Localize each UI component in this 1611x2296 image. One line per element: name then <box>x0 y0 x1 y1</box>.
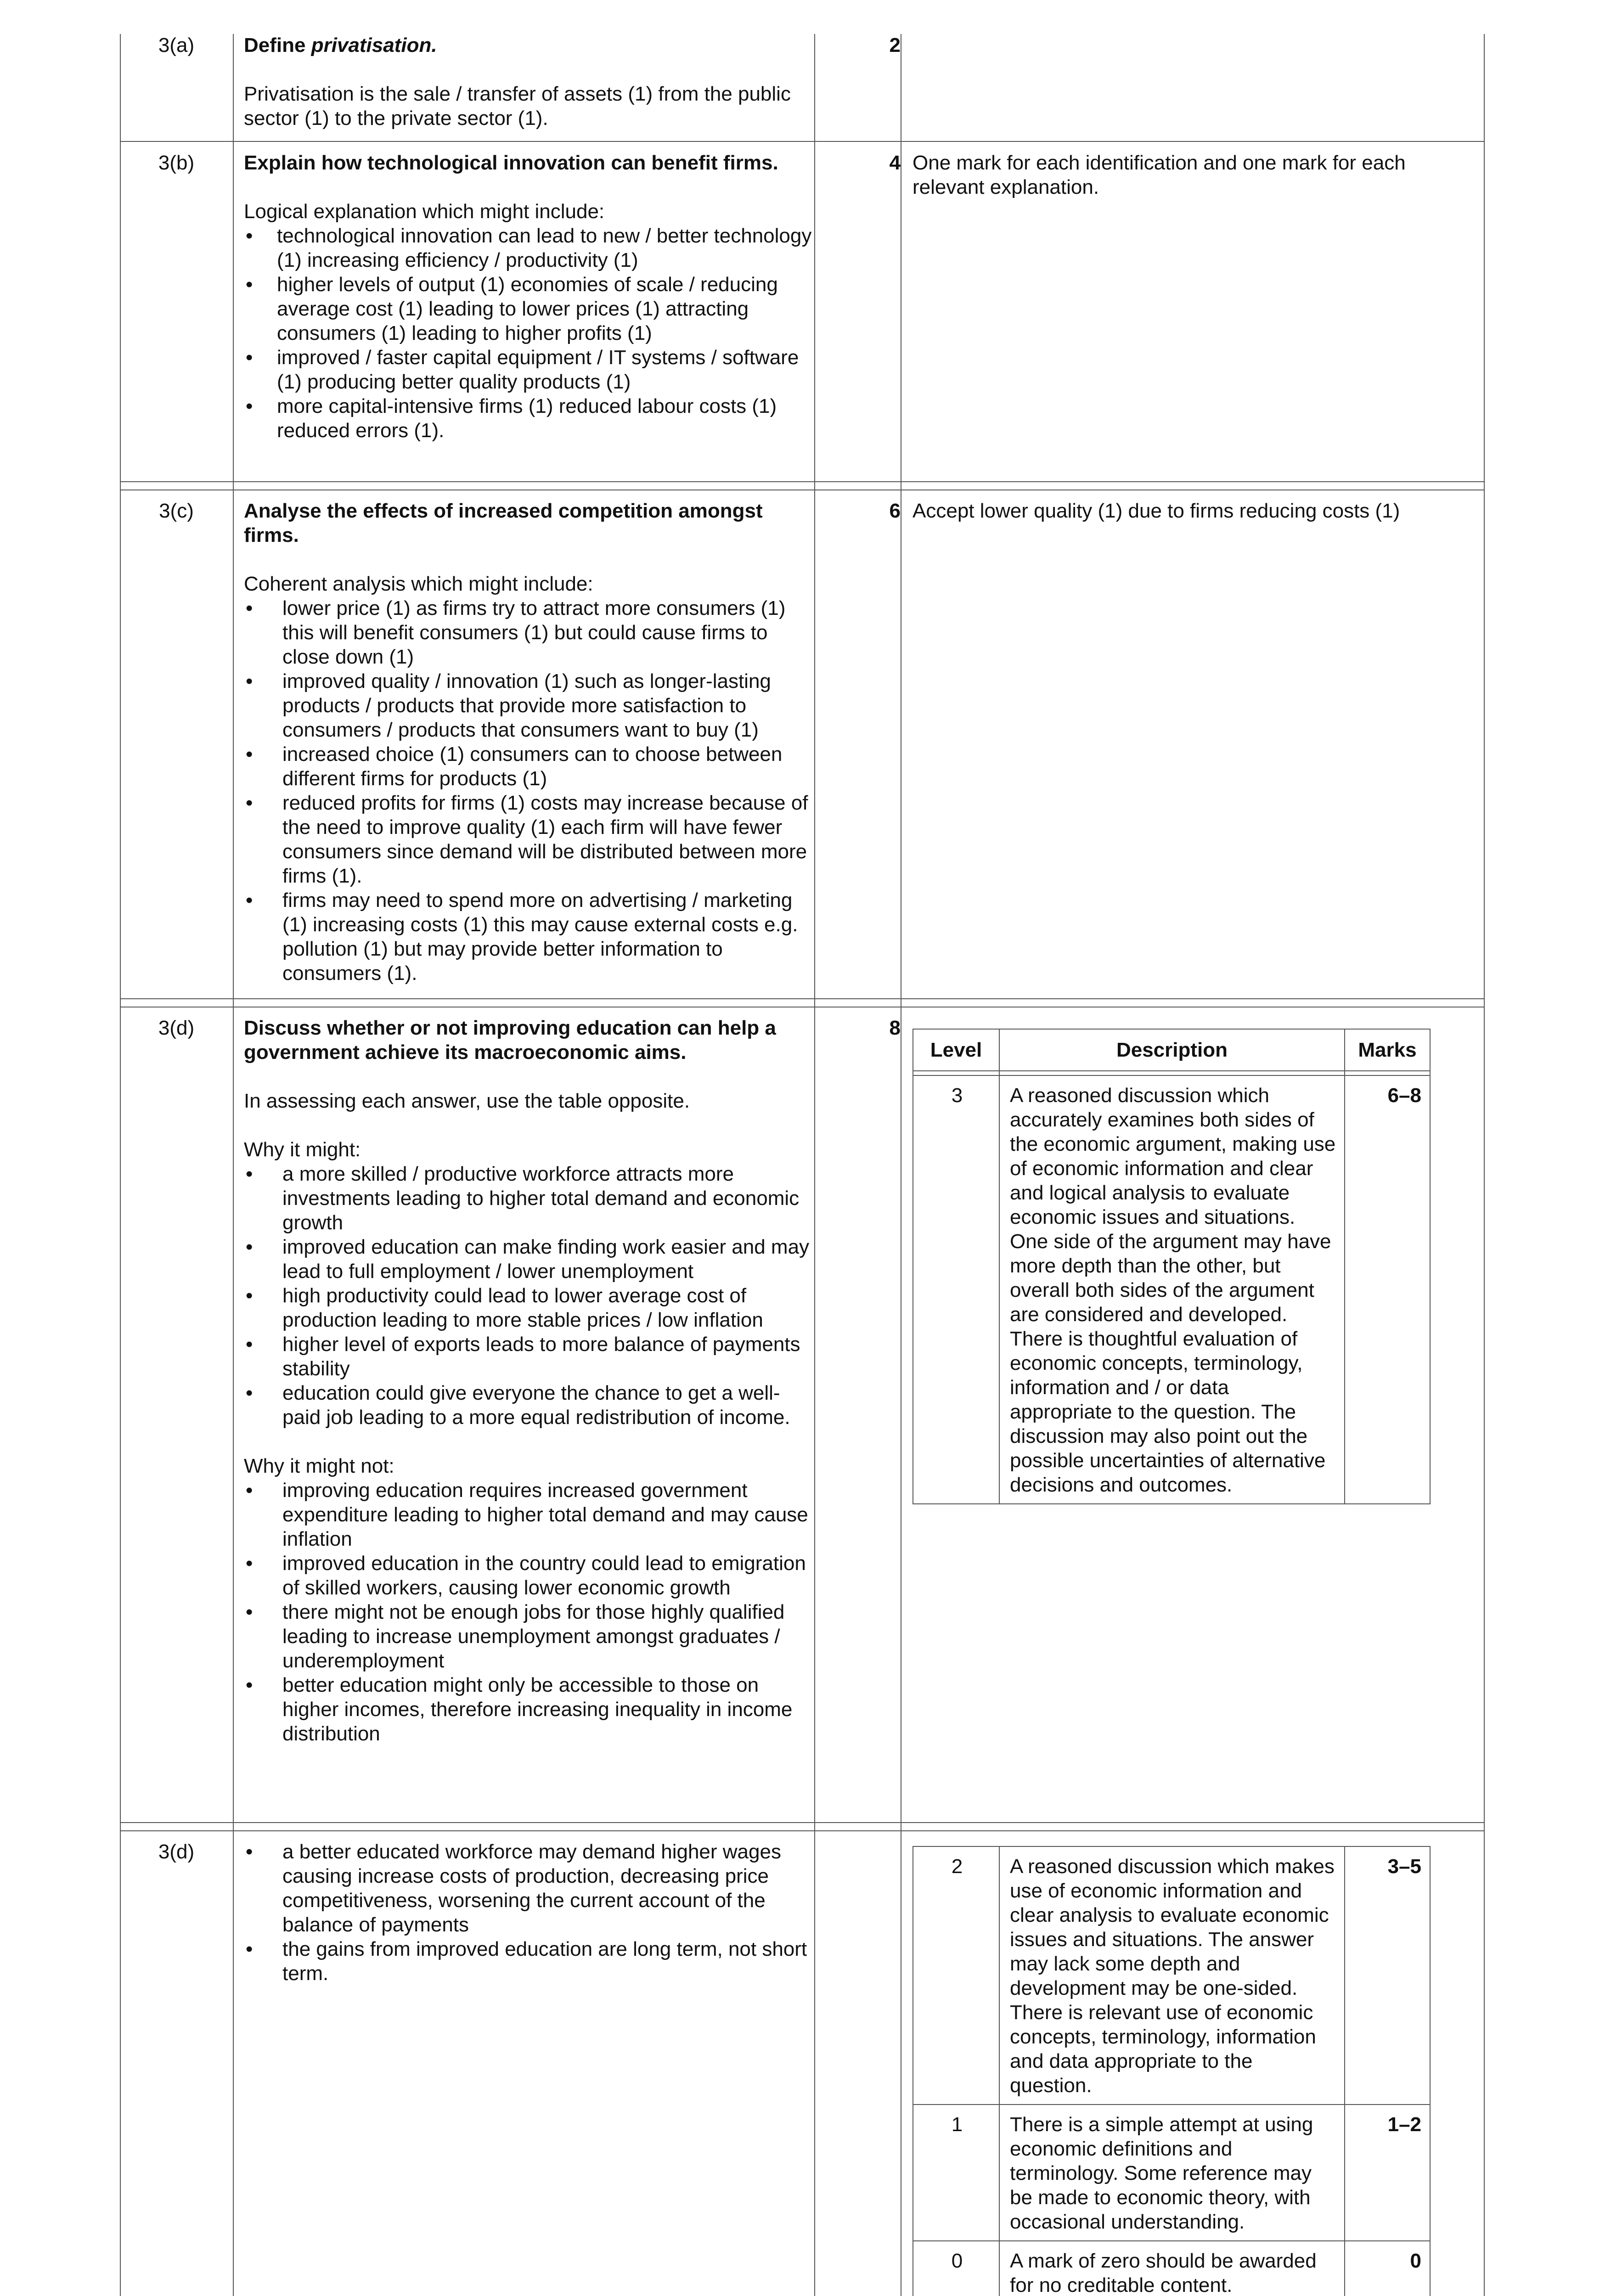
answer-point: • higher level of exports leads to more balance of payments stability <box>244 1332 813 1381</box>
answer-point: • improved education in the country could lead to emigration of skilled workers, causing lower economic growth <box>244 1551 813 1600</box>
level-row <box>913 2241 1430 2296</box>
marks-value: 4 <box>889 152 901 174</box>
table-border-right <box>1484 34 1485 2296</box>
answer-point: • the gains from improved education are long term, not short term. <box>244 1937 813 1986</box>
marks-value: 2 <box>889 34 901 56</box>
answer-point: • technological innovation can lead to new / better technology (1) increasing efficiency / productivity (1) <box>244 224 813 272</box>
answer-point: • a more skilled / productive workforce attracts more investments leading to higher total demand and economic growth <box>244 1162 813 1235</box>
answer-point: • improving education requires increased government expenditure leading to higher total demand and may cause inflation <box>244 1478 813 1551</box>
answer-text: Privatisation is the sale / transfer of assets (1) from the public sector (1) to the private sector (1). <box>244 83 791 129</box>
question-number: 3(a) <box>158 34 195 56</box>
table-divider-2 <box>814 34 815 2296</box>
answer-point: • there might not be enough jobs for those highly qualified leading to increase unemployment amongst graduates / underemployment <box>244 1600 813 1673</box>
answer-point: • high productivity could lead to lower average cost of production leading to more stable prices / low inflation <box>244 1283 813 1332</box>
answer-point: • increased choice (1) consumers can to choose between different firms for products (1) <box>244 742 813 791</box>
guidance-text: One mark for each identification and one mark for each relevant explanation. <box>913 152 1406 198</box>
level-description: A mark of zero should be awarded for no creditable content. <box>999 2241 1345 2296</box>
question-text: Analyse the effects of increased competition amongst firms. <box>244 500 763 546</box>
level-marks: 6–8 <box>1345 1075 1430 1504</box>
question-3d-cell <box>244 1016 813 1746</box>
answer-point: • better education might only be accessible to those on higher incomes, therefore increasing inequality in income distribution <box>244 1673 813 1746</box>
answer-intro: Logical explanation which might include: <box>244 200 605 223</box>
why-points <box>244 1162 813 1429</box>
table-divider-1 <box>233 34 234 2296</box>
question-number: 3(d) <box>158 1017 195 1039</box>
answer-point: • higher levels of output (1) economies of scale / reducing average cost (1) leading to lower prices (1) attracting consumers (1) leading to higher profits (1) <box>244 272 813 345</box>
marks-value: 8 <box>889 1017 901 1039</box>
answer-points <box>244 596 813 985</box>
level-table <box>913 1029 1431 1504</box>
level-marks: 1–2 <box>1345 2105 1430 2241</box>
marks-value: 6 <box>889 500 901 522</box>
level-description: There is a simple attempt at using economic definitions and terminology. Some reference may be made to economic theory, with occasional understanding. <box>999 2105 1345 2241</box>
why-heading: Why it might: <box>244 1138 361 1161</box>
level-description: A reasoned discussion which accurately examines both sides of the economic argument, making use of economic information and clear and logical analysis to evaluate economic issues and situations. One side of the argument may have more depth than the other, but overall both sides of the argument are considered and developed. There is thoughtful evaluation of economic concepts, terminology, information and / or data appropriate to the question. The discussion may also point out the possible uncertainties of alternative decisions and outcomes. <box>999 1075 1345 1504</box>
question-3a-cell <box>244 33 813 130</box>
level-table-continued <box>913 1846 1431 2296</box>
level-number: 3 <box>913 1075 999 1504</box>
question-text: Discuss whether or not improving education can help a government achieve its macroeconomic aims. <box>244 1017 776 1064</box>
question-number: 3(b) <box>158 152 195 174</box>
answer-intro: In assessing each answer, use the table opposite. <box>244 1090 690 1112</box>
answer-points <box>244 1840 813 1986</box>
whynot-points <box>244 1478 813 1746</box>
answer-point: • improved / faster capital equipment / IT systems / software (1) producing better quality products (1) <box>244 345 813 394</box>
answer-point: • improved quality / innovation (1) such as longer-lasting products / products that provide more satisfaction to consumers / products that consumers want to buy (1) <box>244 669 813 742</box>
table-border-left <box>120 34 121 2296</box>
level-number: 0 <box>913 2241 999 2296</box>
level-marks: 0 <box>1345 2241 1430 2296</box>
answer-point: • firms may need to spend more on advertising / marketing (1) increasing costs (1) this may cause external costs e.g. pollution (1) but may provide better information to consumers (1). <box>244 888 813 985</box>
level-description: A reasoned discussion which makes use of economic information and clear analysis to evaluate economic issues and situations. The answer may lack some depth and development may be one-sided. There is relevant use of economic concepts, terminology, information and data appropriate to the question. <box>999 1846 1345 2105</box>
level-row <box>913 2105 1430 2241</box>
question-3d-cont-cell <box>244 1840 813 1986</box>
mark-scheme-page <box>120 34 1485 2296</box>
level-row <box>913 1075 1430 1504</box>
row-divider-double <box>120 1822 1485 1831</box>
question-3b-cell <box>244 151 813 443</box>
description-header: Description <box>999 1029 1345 1071</box>
answer-intro: Coherent analysis which might include: <box>244 573 593 595</box>
answer-point: • improved education can make finding work easier and may lead to full employment / lower unemployment <box>244 1235 813 1283</box>
row-divider-double <box>120 481 1485 490</box>
level-row <box>913 1846 1430 2105</box>
question-number: 3(c) <box>159 500 194 522</box>
answer-point: • reduced profits for firms (1) costs may increase because of the need to improve quality (1) each firm will have fewer consumers since demand will be distributed between more firms (1). <box>244 791 813 888</box>
question-3c-cell <box>244 499 813 985</box>
row-divider <box>120 141 1485 142</box>
answer-point: • lower price (1) as firms try to attract more consumers (1) this will benefit consumers (1) but could cause firms to close down (1) <box>244 596 813 669</box>
level-marks: 3–5 <box>1345 1846 1430 2105</box>
row-divider-double <box>120 998 1485 1007</box>
question-text <box>244 33 813 57</box>
level-number: 1 <box>913 2105 999 2241</box>
answer-point: • more capital-intensive firms (1) reduced labour costs (1) reduced errors (1). <box>244 394 813 443</box>
guidance-text: Accept lower quality (1) due to firms reducing costs (1) <box>913 500 1400 522</box>
level-header: Level <box>913 1029 999 1071</box>
marks-header: Marks <box>1345 1029 1430 1071</box>
answer-point: • a better educated workforce may demand higher wages causing increase costs of production, decreasing price competitiveness, worsening the current account of the balance of payments <box>244 1840 813 1937</box>
question-number: 3(d) <box>158 1840 195 1863</box>
question-prefix: Define <box>244 34 311 56</box>
answer-point: • education could give everyone the chance to get a well-paid job leading to a more equal redistribution of income. <box>244 1381 813 1429</box>
question-term: privatisation. <box>311 34 437 56</box>
whynot-heading: Why it might not: <box>244 1455 394 1477</box>
answer-points <box>244 224 813 443</box>
level-number: 2 <box>913 1846 999 2105</box>
question-text: Explain how technological innovation can benefit firms. <box>244 152 778 174</box>
level-table-header <box>913 1029 1430 1071</box>
